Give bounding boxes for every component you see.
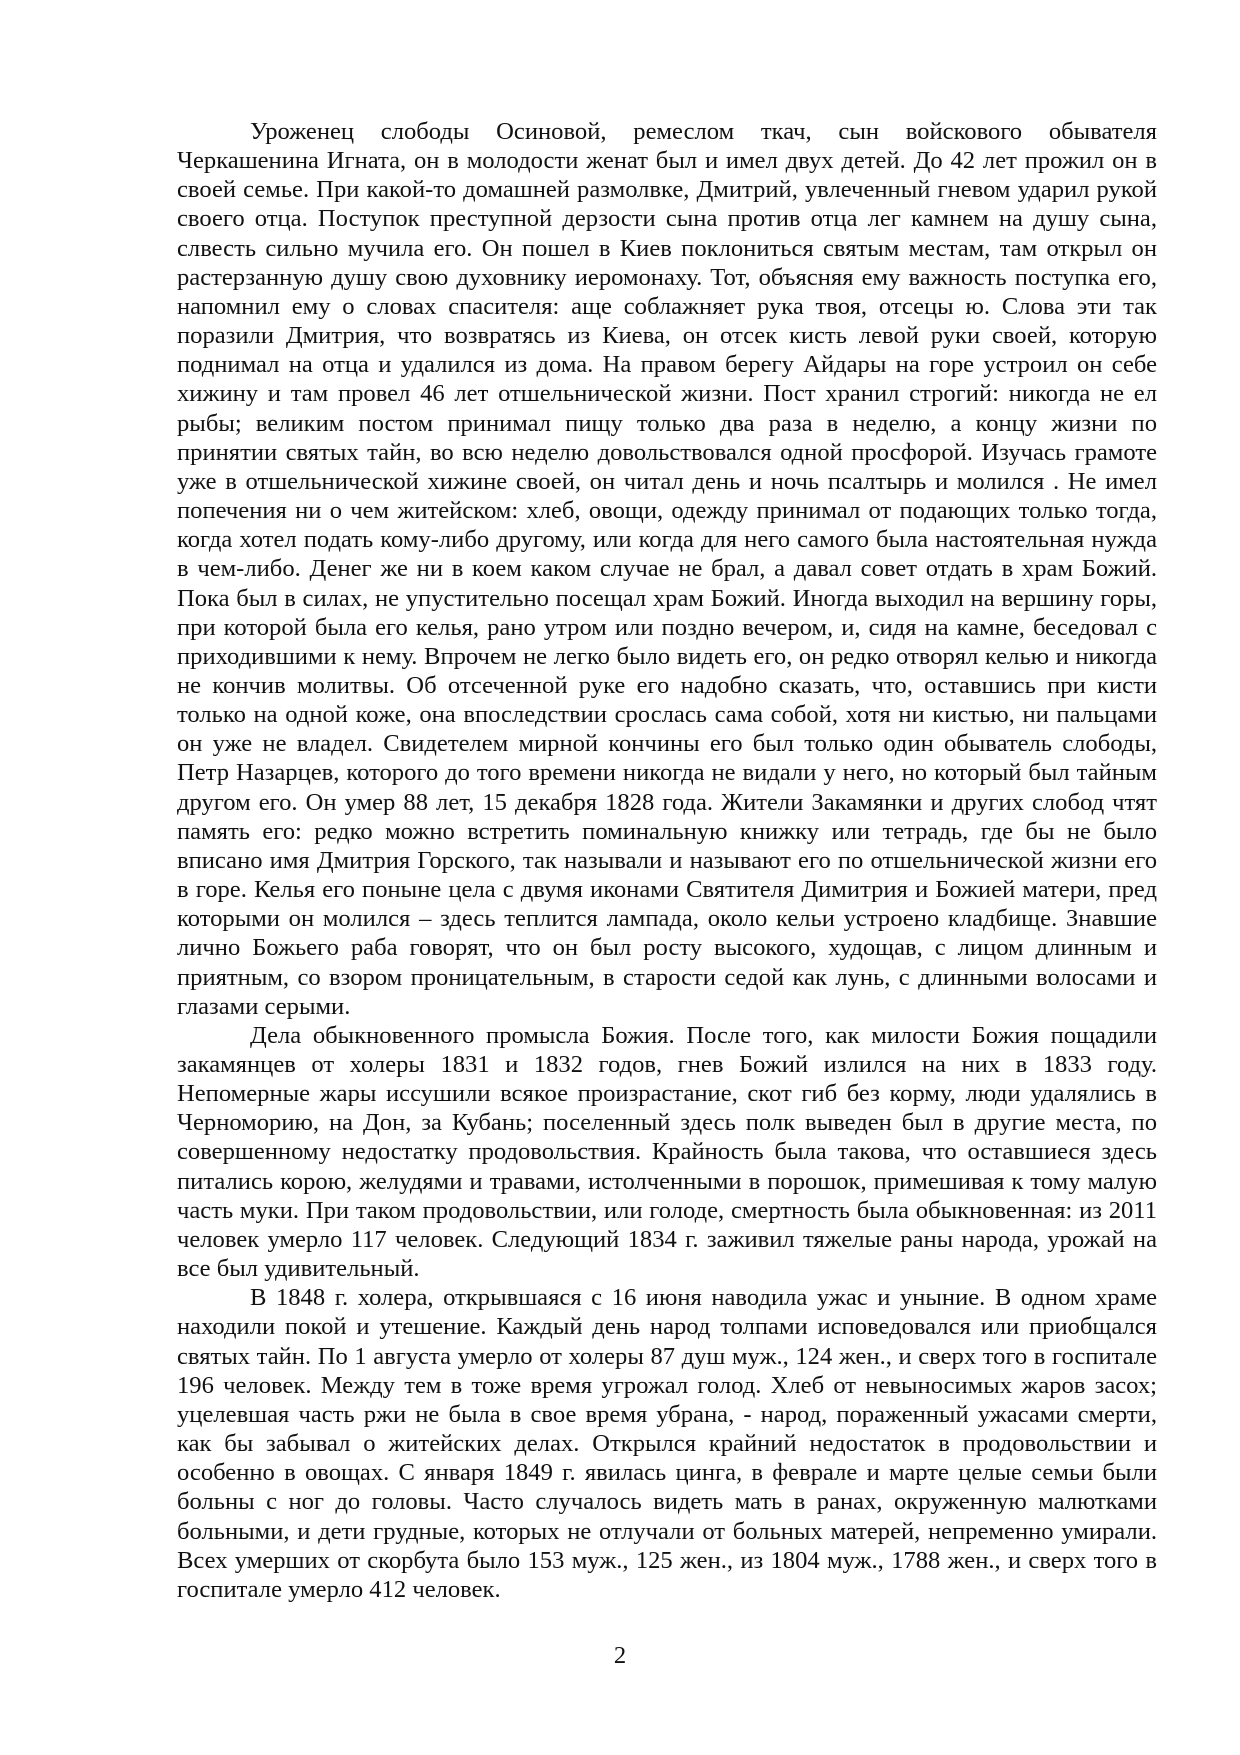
paragraph-dmitry-gorsky: Уроженец слободы Осиновой, ремеслом ткач, сын войскового обывателя Черкашенина Игната, он в молодости женат был и имел двух детей. До 42 лет прожил он в своей семье. При какой-то домашней размолвке, Дмитрий, увлеченный гневом ударил рукой своего отца. Поступок преступной дерзости сына против отца лег камнем на душу сына, слвесть сильно мучила его. Он пошел в Киев поклониться святым местам, там открыл он растерзанную душу свою духовнику иеромонаху. Тот, объясняя ему важность поступка его, напомнил ему о словах спасителя: аще соблажняет рука твоя, отсецы ю. Слова эти так поразили Дмитрия, что возвратясь из Киева, он отсек кисть левой руки своей, которую поднимал на отца и удалился из дома. На правом берегу Айдары на горе устроил он себе хижину и там провел 46 лет отшельнической жизни. Пост хранил строгий: никогда не ел рыбы; великим постом принимал пищу только два раза в неделю, а концу жизни по принятии святых тайн, во всю неделю довольствовался одной просфорой. Изучась грамоте уже в отшельнической хижине своей, он читал день и ночь псалтырь и молился . Не имел попечения ни о чем житейском: хлеб, овощи, одежду принимал от подающих только тогда, когда хотел подать кому-либо другому, или когда для него самого была настоятельная нужда в чем-либо. Денег же ни в коем каком случае не брал, а давал совет отдать в храм Божий. Пока был в силах, не упустительно посещал храм Божий. Иногда выходил на вершину горы, при которой была его келья, рано утром или поздно вечером, и, сидя на камне, беседовал с приходившими к нему. Впрочем не легко было видеть его, он редко отворял келью и никогда не кончив молитвы. Об отсеченной руке его надобно сказать, что, оставшись при кисти только на одной коже, она впоследствии срослась сама собой, хотя ни кистью, ни пальцами он уже не владел. Свидетелем мирной кончины его был только один обыватель слободы, Петр Назарцев, которого до того времени никогда не видали у него, но который был тайным другом его. Он умер 88 лет, 15 декабря 1828 года. Жители Закамянки и других слобод чтят память его: редко можно встретить поминальную книжку или тетрадь, где бы не было вписано имя Дмитрия Горского, так называли и называют его по отшельнической жизни его в горе. Келья его поныне цела с двумя иконами Святителя Димитрия и Божией матери, пред которыми он молился – здесь теплится лампада, около кельи устроено кладбище. Знавшие лично Божьего раба говорят, что он был росту высокого, худощав, с лицом длинным и приятным, со взором проницательным, в старости седой как лунь, с длинными волосами и глазами серыми. [177, 118, 1157, 1020]
paragraph-cholera-1848: В 1848 г. холера, открывшаяся с 16 июня наводила ужас и уныние. В одном храме находили покой и утешение. Каждый день народ толпами исповедовался или приобщался святых тайн. По 1 августа умерло от холеры 87 душ муж., 124 жен., и сверх того в госпитале 196 человек. Между тем в тоже время угрожал голод. Хлеб от невыносимых жаров засох; уцелевшая часть ржи не была в свое время убрана, - народ, пораженный ужасами смерти, как бы забывал о житейских делах. Открылся крайний недостаток в продовольствии и особенно в овощах. С января 1849 г. явилась цинга, в феврале и марте целые семьи были больны с ног до головы. Часто случалось видеть мать в ранах, окруженную малютками больными, и дети грудные, которых не отлучали от больных матерей, непременно умирали. Всех умерших от скорбута было 153 муж., 125 жен., из 1804 муж., 1788 жен., и сверх того в госпитале умерло 412 человек. [177, 1284, 1157, 1603]
body-text [177, 117, 1157, 1604]
paragraph-famine-1833: Дела обыкновенного промысла Божия. После того, как милости Божия пощадили закамянцев от холеры 1831 и 1832 годов, гнев Божий излился на них в 1833 году. Непомерные жары иссушили всякое произрастание, скот гиб без корму, люди удалялись в Черноморию, на Дон, за Кубань; поселенный здесь полк выведен был в другие места, по совершенному недостатку продовольствия. Крайность была такова, что оставшиеся здесь питались корою, желудями и травами, истолченными в порошок, примешивая к тому малую часть муки. При таком продовольствии, или голоде, смертность была обыкновенная: из 2011 человек умерло 117 человек. Следующий 1834 г. заживил тяжелые раны народа, урожай на все был удивительный. [177, 1021, 1157, 1283]
page-number: 2 [613, 1642, 627, 1669]
